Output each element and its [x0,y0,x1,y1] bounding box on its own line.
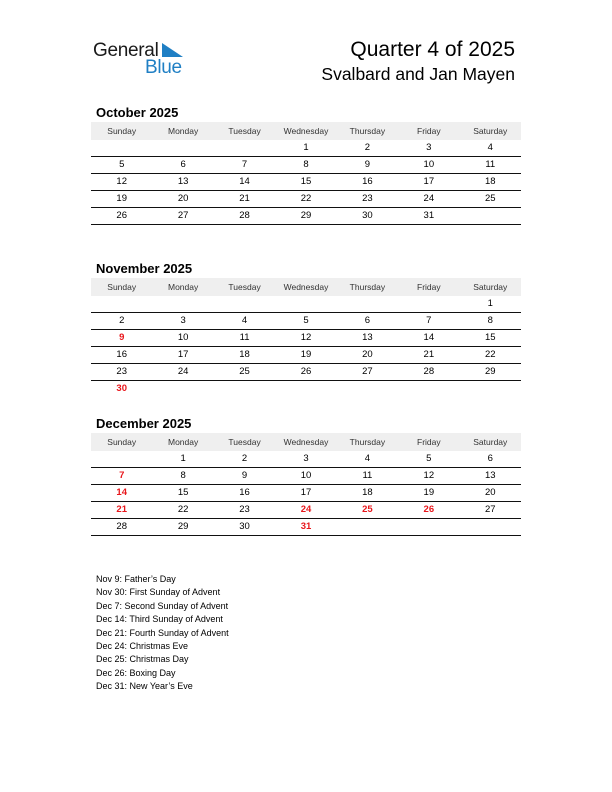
page-subtitle: Svalbard and Jan Mayen [321,64,515,84]
day-cell: 29 [177,521,189,532]
day-cell: 13 [177,176,189,187]
day-cell: 16 [239,487,250,498]
day-cell: 26 [116,210,127,221]
holiday-note: Dec 24: Christmas Eve [96,641,189,652]
day-cell: 25 [484,193,496,204]
holiday-note: Dec 26: Boxing Day [96,667,176,678]
day-cell: 29 [484,366,496,377]
holiday-note: Dec 14: Third Sunday of Advent [96,614,223,625]
weekday-header: Sunday [91,278,152,296]
holiday-day-cell: 24 [300,504,312,515]
day-cell: 9 [364,159,371,170]
day-cell: 8 [303,159,309,170]
weekday-header: Monday [152,122,213,140]
weekday-header: Monday [152,433,213,451]
week-row [91,191,521,208]
week-row [91,451,521,468]
day-cell: 12 [116,176,127,187]
day-cell: 11 [362,470,373,481]
day-cell: 3 [303,453,309,464]
day-cell [337,296,398,313]
day-cell: 4 [487,142,493,153]
week-row [91,157,521,174]
day-cell [214,381,275,398]
day-cell: 18 [239,349,250,360]
day-cell [214,296,275,313]
day-cell [152,296,213,313]
day-cell: 22 [484,349,496,360]
day-cell: 4 [364,453,371,464]
day-cell: 16 [116,349,127,360]
day-cell: 30 [239,521,250,532]
holiday-note: Dec 7: Second Sunday of Advent [96,600,229,611]
holiday-day-cell: 26 [423,504,435,515]
day-cell [214,140,275,157]
holiday-day-cell: 30 [116,383,127,394]
day-cell: 10 [300,470,312,481]
holiday-day-cell: 7 [119,470,125,481]
week-row [91,502,521,519]
day-cell: 11 [239,332,250,343]
day-cell [152,381,213,398]
day-cell: 17 [300,487,312,498]
day-cell: 5 [119,159,125,170]
generalblue-logo [93,40,193,80]
week-row [91,330,521,347]
day-cell: 8 [180,470,186,481]
day-cell: 13 [362,332,373,343]
weekday-header: Thursday [337,122,398,140]
day-cell: 29 [300,210,312,221]
day-cell [460,381,521,398]
day-cell: 16 [362,176,373,187]
month-november [91,259,521,397]
day-cell: 21 [239,193,250,204]
logo-word-general: General [93,40,159,61]
day-cell: 23 [362,193,373,204]
weekday-header: Wednesday [275,278,336,296]
logo-word-blue: Blue [145,57,182,78]
day-cell: 6 [364,315,371,326]
month-october [91,103,521,225]
day-cell: 11 [485,159,496,170]
weekday-header: Monday [152,278,213,296]
holiday-day-cell: 25 [362,504,373,515]
week-row [91,347,521,364]
calendar-table [91,122,521,225]
day-cell: 31 [423,210,435,221]
weekday-header: Sunday [91,433,152,451]
day-cell: 15 [300,176,312,187]
day-cell: 27 [177,210,189,221]
weekday-header: Thursday [337,433,398,451]
weekday-header: Wednesday [275,433,336,451]
holiday-note: Dec 21: Fourth Sunday of Advent [96,627,229,638]
day-cell: 23 [239,504,250,515]
weekday-header: Tuesday [214,278,275,296]
day-cell [275,381,336,398]
holiday-day-cell: 21 [116,504,127,515]
weekday-header: Saturday [460,122,521,140]
day-cell [460,519,521,536]
logo-triangle-icon [162,43,183,57]
day-cell: 18 [484,176,496,187]
holiday-note: Dec 25: Christmas Day [96,654,189,665]
day-cell: 2 [364,142,371,153]
holiday-day-cell: 31 [300,521,312,532]
week-row [91,485,521,502]
month-title: November 2025 [96,261,193,276]
weekday-header: Sunday [91,122,152,140]
weekday-header: Saturday [460,278,521,296]
day-cell: 24 [423,193,435,204]
holiday-day-cell: 9 [119,332,125,343]
day-cell [337,381,398,398]
weekday-header: Thursday [337,278,398,296]
calendar-table [91,278,521,397]
day-cell [398,381,459,398]
day-cell [91,451,152,468]
weekday-header-row [91,433,521,451]
week-row [91,381,521,398]
weekday-header: Saturday [460,433,521,451]
day-cell: 7 [241,159,248,170]
holiday-day-cell: 14 [116,487,127,498]
day-cell: 28 [239,210,250,221]
holiday-note: Nov 30: First Sunday of Advent [96,587,221,598]
weekday-header: Friday [398,278,459,296]
day-cell: 21 [423,349,435,360]
day-cell: 14 [423,332,435,343]
week-row [91,468,521,485]
day-cell: 2 [241,453,248,464]
week-row [91,519,521,536]
day-cell: 19 [116,193,127,204]
day-cell: 20 [484,487,496,498]
day-cell: 28 [423,366,435,377]
day-cell: 28 [116,521,127,532]
day-cell: 10 [177,332,189,343]
day-cell: 17 [423,176,435,187]
day-cell: 13 [484,470,496,481]
day-cell: 30 [362,210,373,221]
holiday-note: Dec 31: New Year’s Eve [96,681,193,692]
day-cell: 17 [177,349,189,360]
week-row [91,208,521,225]
day-cell: 19 [300,349,312,360]
week-row [91,140,521,157]
day-cell [398,296,459,313]
day-cell: 5 [426,453,432,464]
day-cell: 4 [241,315,248,326]
day-cell: 12 [300,332,312,343]
day-cell: 8 [487,315,493,326]
day-cell: 27 [484,504,496,515]
day-cell: 22 [300,193,312,204]
day-cell [460,208,521,225]
day-cell: 6 [487,453,493,464]
day-cell: 20 [177,193,189,204]
day-cell: 2 [119,315,125,326]
day-cell: 7 [426,315,432,326]
day-cell: 18 [362,487,373,498]
day-cell: 1 [487,298,493,309]
week-row [91,174,521,191]
day-cell [91,296,152,313]
day-cell: 1 [303,142,309,153]
day-cell: 9 [241,470,248,481]
day-cell: 15 [177,487,189,498]
day-cell [152,140,213,157]
weekday-header: Friday [398,433,459,451]
calendar-table [91,433,521,536]
weekday-header: Wednesday [275,122,336,140]
day-cell: 23 [116,366,127,377]
day-cell: 5 [303,315,309,326]
day-cell: 14 [239,176,250,187]
week-row [91,364,521,381]
month-title: October 2025 [96,105,179,120]
day-cell: 26 [300,366,312,377]
day-cell: 10 [423,159,435,170]
day-cell: 1 [180,453,186,464]
page-title: Quarter 4 of 2025 [350,38,515,61]
day-cell: 15 [484,332,496,343]
day-cell [275,296,336,313]
weekday-header-row [91,122,521,140]
day-cell [91,140,152,157]
weekday-header: Tuesday [214,433,275,451]
month-title: December 2025 [96,416,192,431]
day-cell: 6 [180,159,186,170]
day-cell: 25 [239,366,250,377]
week-row [91,296,521,313]
holiday-note: Nov 9: Father’s Day [96,574,176,584]
day-cell: 20 [362,349,373,360]
weekday-header-row [91,278,521,296]
holiday-notes [96,573,229,694]
week-row [91,313,521,330]
day-cell [398,519,459,536]
weekday-header: Tuesday [214,122,275,140]
day-cell: 24 [177,366,189,377]
day-cell: 19 [423,487,435,498]
day-cell [337,519,398,536]
day-cell: 27 [362,366,373,377]
day-cell: 12 [423,470,435,481]
day-cell: 22 [177,504,189,515]
day-cell: 3 [180,315,186,326]
weekday-header: Friday [398,122,459,140]
month-december [91,414,521,536]
day-cell: 3 [426,142,432,153]
